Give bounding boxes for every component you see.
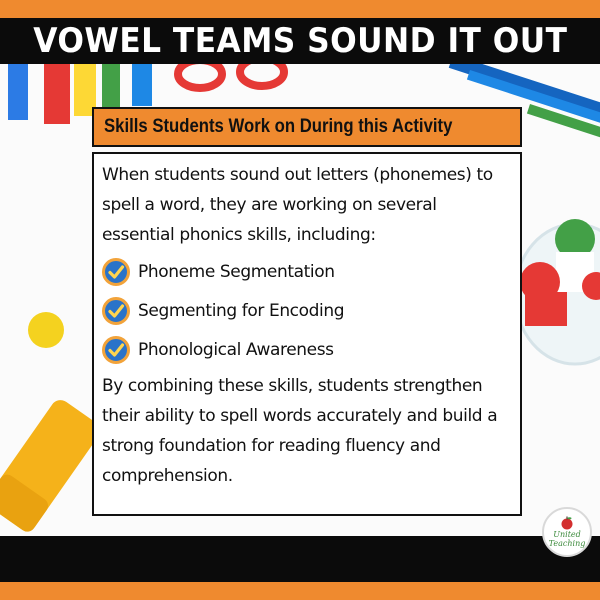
check-badge-icon [102,336,130,364]
yellow-dot-marker [0,396,104,535]
brand-logo [542,507,592,557]
blue-marker-2 [132,64,152,106]
logo-line-2: Teaching [548,539,586,548]
marker-jar [515,219,600,364]
page-title: VOWEL TEAMS SOUND IT OUT [32,21,568,61]
conclusion-paragraph: By combining these skills, students strengthen their ability to spell words accurately and build a strong foundation for reading fluency and comprehension. [102,376,498,486]
scissors [178,64,284,88]
green-marker [102,64,120,110]
top-orange-stripe [0,0,600,18]
check-badge-icon [102,297,130,325]
skill-item [102,330,512,369]
red-marker [44,64,70,124]
bottom-banner [0,536,600,582]
skill-item [102,291,512,330]
skill-label: Phoneme Segmentation [138,261,335,282]
skill-label: Phonological Awareness [138,339,334,360]
section-heading: Skills Students Work on During this Activity [104,116,453,137]
title-banner [0,18,600,64]
blue-marker [8,64,28,120]
skill-label: Segmenting for Encoding [138,300,345,321]
yellow-ball [28,312,64,348]
content-box [92,152,522,516]
check-badge-icon [102,258,130,286]
skills-list [102,252,512,369]
intro-paragraph: When students sound out letters (phonemes) to spell a word, they are working on several essential phonics skills, including: [102,165,493,245]
logo-line-1: United [553,530,581,539]
bottom-orange-stripe [0,582,600,600]
section-heading-box [92,107,522,147]
skill-item [102,252,512,291]
apple-icon [560,516,574,530]
